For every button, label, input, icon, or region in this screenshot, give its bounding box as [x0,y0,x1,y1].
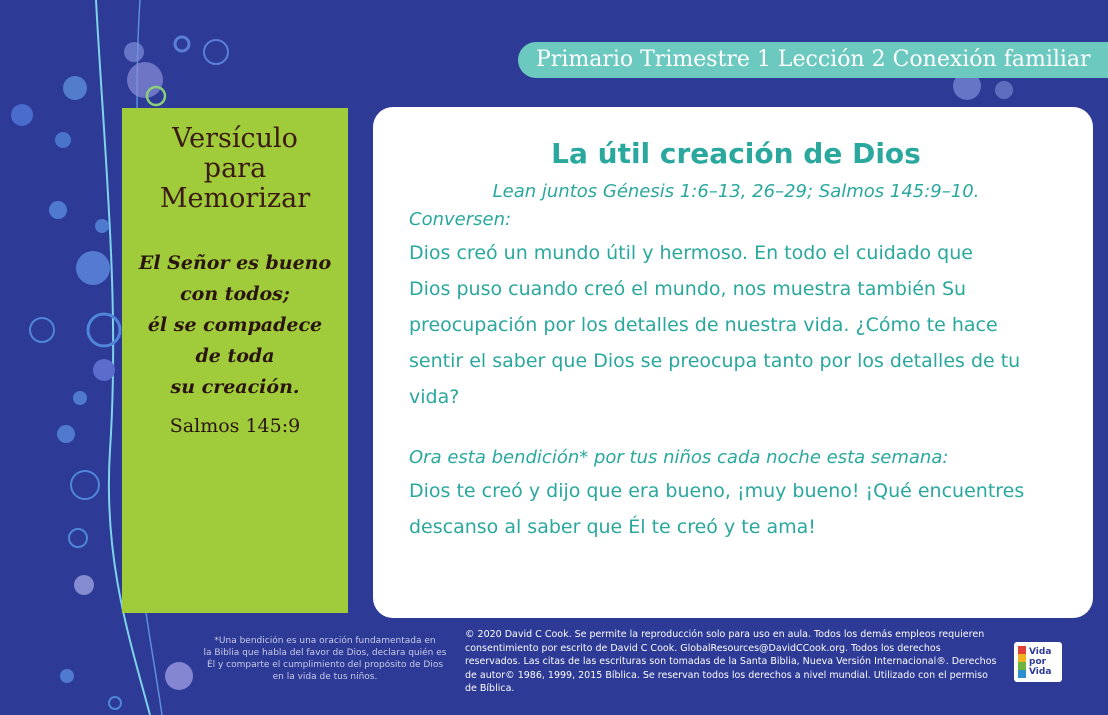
memory-verse-line: El Señor es bueno [138,252,332,274]
memory-verse-panel [122,108,348,613]
memory-verse-heading [122,124,348,214]
discuss-line: Dios creó un mundo útil y hermoso. En todo el cuidado que [409,242,973,264]
blessing-label: Ora esta bendición* por tus niños cada noche esta semana: [409,447,949,468]
memory-verse-text [122,248,348,403]
logo-text [1029,647,1051,677]
logo-text-line: Vida [1029,647,1052,657]
memory-verse-heading-line: Versículo [172,123,298,154]
memory-verse-reference: Salmos 145:9 [169,415,301,437]
lesson-header-text: Primario Trimestre 1 Lección 2 Conexión familiar [536,47,1091,72]
discuss-line: vida? [409,386,460,408]
copyright-notice [465,628,1005,696]
discuss-paragraph [409,235,1063,415]
logo-text-line: por [1029,657,1047,667]
discuss-line: Dios puso cuando creó el mundo, nos muestra también Su [409,278,967,300]
footnote-line: en la vida de tus niños. [272,672,378,682]
family-connection-card [373,107,1093,618]
blessing-line: Dios te creó y dijo que era bueno, ¡muy bueno! ¡Qué encuentres [409,480,1025,502]
footnote-line: la Biblia que habla del favor de Dios, declara quién es [203,648,447,658]
memory-verse-heading-line: Memorizar [159,183,311,214]
memory-verse-line: su creación. [170,376,300,398]
copyright-line: de Bíblica. [465,683,515,694]
logo-stripes-icon [1018,646,1026,678]
footnote-line: *Una bendición es una oración fundamentada en [214,636,436,646]
discuss-line: sentir el saber que Dios se preocupa tanto por los detalles de tu [409,350,1021,372]
discuss-label: Conversen: [409,209,512,230]
memory-verse-heading-line: para [203,153,267,184]
copyright-line: © 2020 David C Cook. Se permite la reproducción solo para uso en aula. Todos los demás empleos requieren [465,629,985,640]
blessing-paragraph [409,473,1063,545]
memory-verse-line: él se compadece [147,314,323,336]
lesson-title: La útil creación de Dios [551,137,921,170]
copyright-line: consentimiento por escrito de David C Cook. GlobalResources@DavidCCook.org. Todos los derechos [465,642,941,654]
logo-text-line: Vida [1029,667,1052,677]
discuss-line: preocupación por los detalles de nuestra vida. ¿Cómo te hace [409,314,998,336]
copyright-line: de autor© 1986, 1999, 2015 Bíblica. Se reservan todos los derechos a nivel mundial. Utilizado con el permiso [465,669,988,681]
lesson-header-band [518,42,1108,78]
copyright-line: reservados. Las citas de las escrituras son tomadas de la Santa Biblia, Nueva Versión Internacional®. Derechos [465,656,997,667]
blessing-line: descanso al saber que Él te creó y te ama! [409,516,816,538]
vida-por-vida-logo [1014,642,1062,682]
memory-verse-line: con todos; [180,283,290,305]
footnote-line: Él y comparte el cumplimiento del propósito de Dios [206,660,444,670]
scripture-readings: Lean juntos Génesis 1:6–13, 26–29; Salmos 145:9–10. [492,181,980,202]
memory-verse-line: de toda [195,345,275,367]
blessing-footnote [200,635,450,683]
